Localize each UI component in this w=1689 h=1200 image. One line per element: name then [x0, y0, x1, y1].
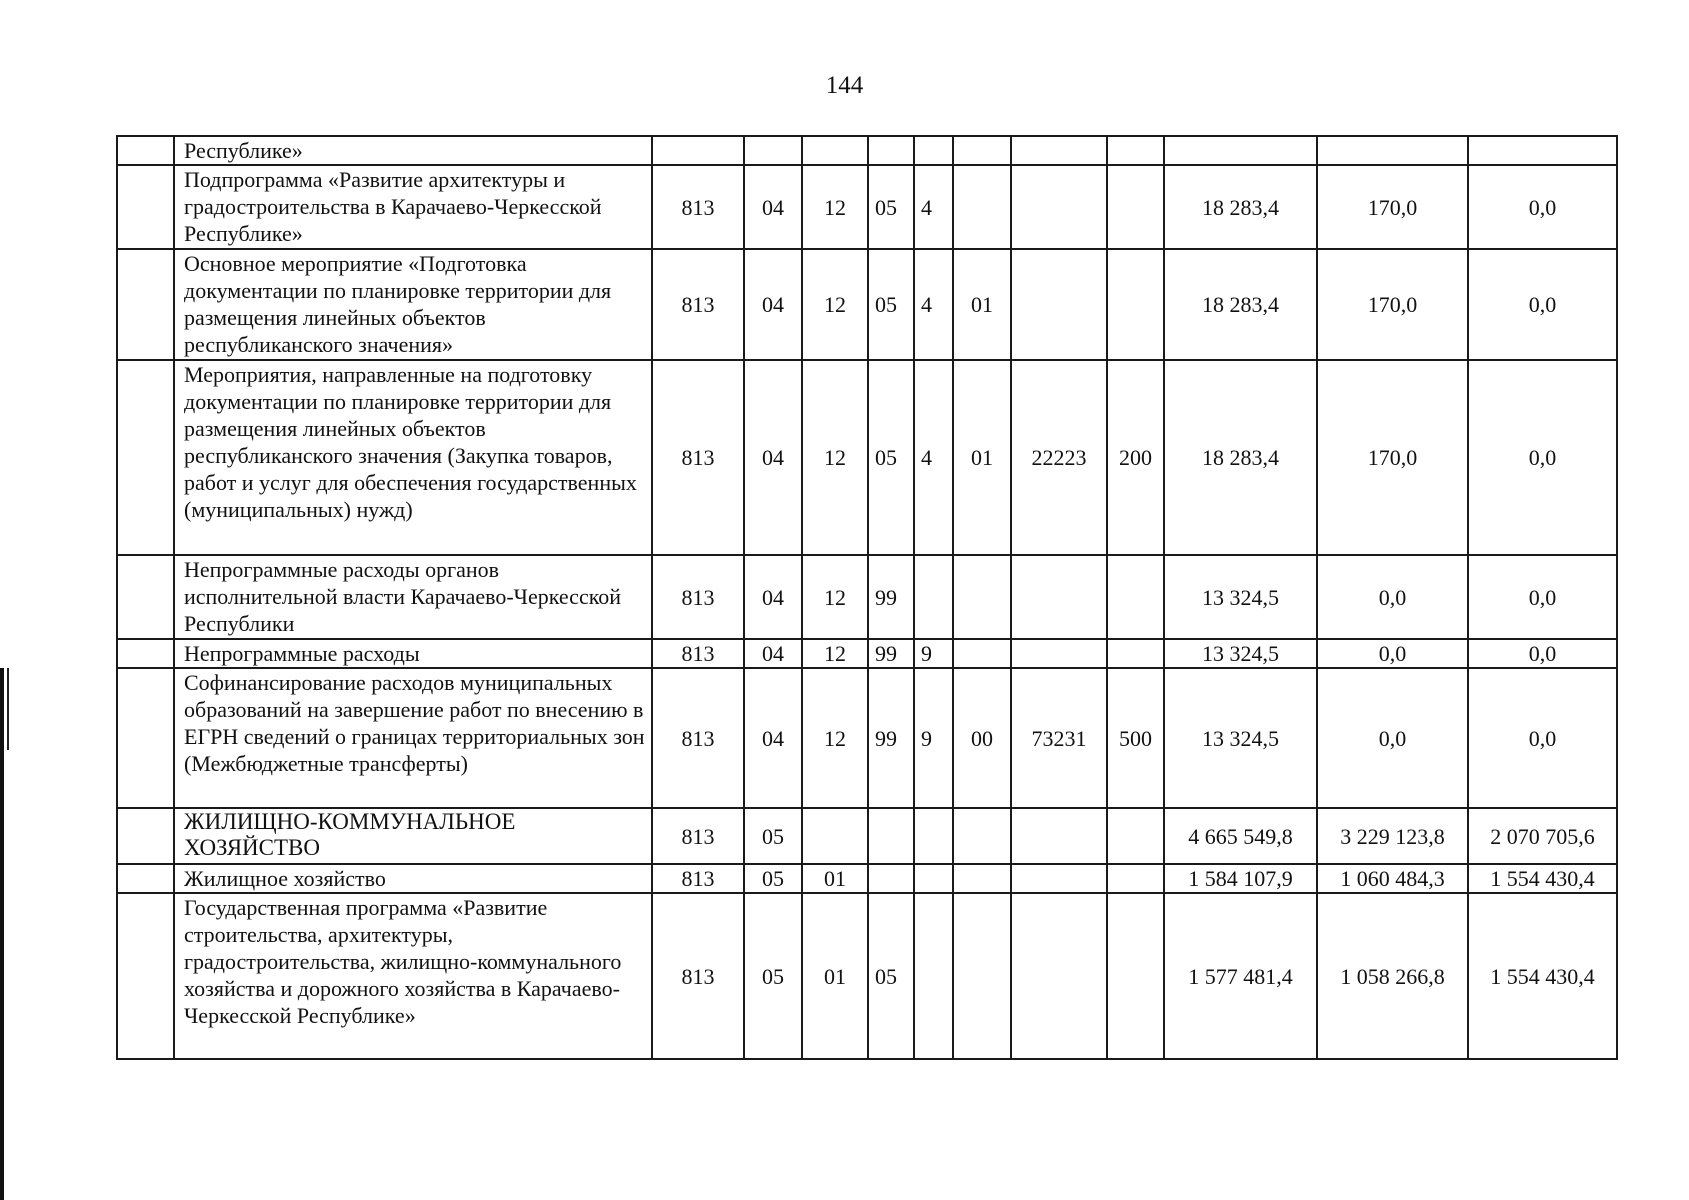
- row-number-cell: [117, 808, 174, 864]
- table-row: [117, 639, 1617, 668]
- activity-code-cell: 01: [953, 360, 1011, 555]
- subprogram-code-cell: 9: [914, 639, 953, 668]
- row-number-cell: [117, 639, 174, 668]
- direction-code-cell: [1011, 639, 1107, 668]
- row-number-cell: [117, 136, 174, 165]
- expense-type-code-cell: [1107, 136, 1164, 165]
- section-code-cell: [744, 136, 802, 165]
- amount-year-1-cell: [1164, 136, 1317, 165]
- amount-year-1-cell: 13 324,5: [1164, 639, 1317, 668]
- amount-year-3-cell: 0,0: [1468, 639, 1617, 668]
- amount-year-1-cell: 18 283,4: [1164, 360, 1317, 555]
- activity-code-cell: 01: [953, 249, 1011, 360]
- direction-code-cell: [1011, 555, 1107, 639]
- item-name-cell: Основное мероприятие «Подготовка документации по планировке территории для размещения линейных объектов республиканского значения»: [174, 249, 652, 360]
- section-code-cell: 05: [744, 864, 802, 893]
- amount-year-2-cell: 0,0: [1317, 639, 1468, 668]
- row-number-cell: [117, 893, 174, 1059]
- table-body: [117, 136, 1617, 1059]
- subsection-code-cell: 01: [802, 864, 868, 893]
- amount-year-2-cell: 170,0: [1317, 360, 1468, 555]
- admin-code-cell: 813: [652, 864, 744, 893]
- row-number-cell: [117, 668, 174, 808]
- program-code-cell: 05: [868, 249, 914, 360]
- activity-code-cell: [953, 136, 1011, 165]
- activity-code-cell: [953, 864, 1011, 893]
- direction-code-cell: [1011, 864, 1107, 893]
- page-number: 144: [825, 72, 864, 99]
- subsection-code-cell: [802, 136, 868, 165]
- program-code-cell: [868, 136, 914, 165]
- section-code-cell: 04: [744, 555, 802, 639]
- subprogram-code-cell: [914, 893, 953, 1059]
- amount-year-3-cell: [1468, 136, 1617, 165]
- expense-type-code-cell: [1107, 893, 1164, 1059]
- program-code-cell: 05: [868, 165, 914, 249]
- direction-code-cell: 73231: [1011, 668, 1107, 808]
- subprogram-code-cell: [914, 136, 953, 165]
- row-number-cell: [117, 360, 174, 555]
- admin-code-cell: 813: [652, 893, 744, 1059]
- amount-year-3-cell: 0,0: [1468, 360, 1617, 555]
- subprogram-code-cell: 4: [914, 360, 953, 555]
- section-code-cell: 04: [744, 668, 802, 808]
- activity-code-cell: [953, 808, 1011, 864]
- table-row: [117, 165, 1617, 249]
- subprogram-code-cell: [914, 555, 953, 639]
- item-name-cell: Жилищное хозяйство: [174, 864, 652, 893]
- subprogram-code-cell: [914, 808, 953, 864]
- item-name-cell: Государственная программа «Развитие строительства, архитектуры, градостроительства, жилищно-коммунального хозяйства и дорожного хозяйства в Карачаево-Черкесской Республике»: [174, 893, 652, 1059]
- subsection-code-cell: 12: [802, 249, 868, 360]
- program-code-cell: 05: [868, 360, 914, 555]
- expense-type-code-cell: [1107, 249, 1164, 360]
- section-code-cell: 04: [744, 165, 802, 249]
- direction-code-cell: [1011, 893, 1107, 1059]
- admin-code-cell: [652, 136, 744, 165]
- item-name-cell: Непрограммные расходы органов исполнительной власти Карачаево-Черкесской Республики: [174, 555, 652, 639]
- amount-year-2-cell: 3 229 123,8: [1317, 808, 1468, 864]
- amount-year-2-cell: 0,0: [1317, 668, 1468, 808]
- table-row: [117, 808, 1617, 864]
- amount-year-3-cell: 0,0: [1468, 165, 1617, 249]
- expense-type-code-cell: [1107, 808, 1164, 864]
- table-row: [117, 136, 1617, 165]
- amount-year-1-cell: 1 584 107,9: [1164, 864, 1317, 893]
- admin-code-cell: 813: [652, 165, 744, 249]
- subsection-code-cell: [802, 808, 868, 864]
- direction-code-cell: 22223: [1011, 360, 1107, 555]
- activity-code-cell: [953, 893, 1011, 1059]
- expense-type-code-cell: [1107, 165, 1164, 249]
- subprogram-code-cell: 4: [914, 249, 953, 360]
- amount-year-3-cell: 2 070 705,6: [1468, 808, 1617, 864]
- amount-year-3-cell: 0,0: [1468, 555, 1617, 639]
- table-row: [117, 555, 1617, 639]
- admin-code-cell: 813: [652, 249, 744, 360]
- expense-type-code-cell: [1107, 864, 1164, 893]
- subprogram-code-cell: 9: [914, 668, 953, 808]
- subprogram-code-cell: [914, 864, 953, 893]
- row-number-cell: [117, 555, 174, 639]
- budget-table: [116, 135, 1618, 1060]
- table-row: [117, 864, 1617, 893]
- item-name-cell: Подпрограмма «Развитие архитектуры и градостроительства в Карачаево-Черкесской Республике»: [174, 165, 652, 249]
- amount-year-2-cell: 170,0: [1317, 165, 1468, 249]
- amount-year-3-cell: 1 554 430,4: [1468, 893, 1617, 1059]
- admin-code-cell: 813: [652, 360, 744, 555]
- subsection-code-cell: 12: [802, 360, 868, 555]
- section-code-cell: 04: [744, 249, 802, 360]
- table-row: [117, 249, 1617, 360]
- section-code-cell: 04: [744, 639, 802, 668]
- activity-code-cell: 00: [953, 668, 1011, 808]
- expense-type-code-cell: [1107, 639, 1164, 668]
- amount-year-1-cell: 4 665 549,8: [1164, 808, 1317, 864]
- item-name-cell: Софинансирование расходов муниципальных образований на завершение работ по внесению в ЕГРН сведений о границах территориальных зон (Межбюджетные трансферты): [174, 668, 652, 808]
- expense-type-code-cell: 500: [1107, 668, 1164, 808]
- amount-year-3-cell: 0,0: [1468, 668, 1617, 808]
- direction-code-cell: [1011, 165, 1107, 249]
- admin-code-cell: 813: [652, 808, 744, 864]
- amount-year-3-cell: 0,0: [1468, 249, 1617, 360]
- section-code-cell: 05: [744, 808, 802, 864]
- item-name-cell: Непрограммные расходы: [174, 639, 652, 668]
- amount-year-2-cell: 1 058 266,8: [1317, 893, 1468, 1059]
- table-row: [117, 668, 1617, 808]
- program-code-cell: 99: [868, 555, 914, 639]
- section-code-cell: 05: [744, 893, 802, 1059]
- item-name-cell: ЖИЛИЩНО-КОММУНАЛЬНОЕ ХОЗЯЙСТВО: [174, 808, 652, 864]
- expense-type-code-cell: 200: [1107, 360, 1164, 555]
- amount-year-2-cell: 1 060 484,3: [1317, 864, 1468, 893]
- subprogram-code-cell: 4: [914, 165, 953, 249]
- activity-code-cell: [953, 165, 1011, 249]
- binding-edge-tick: [7, 668, 9, 750]
- item-name-cell: Мероприятия, направленные на подготовку документации по планировке территории для размещения линейных объектов республиканского значения (Закупка товаров, работ и услуг для обеспечения государственных (муниципальных) нужд): [174, 360, 652, 555]
- amount-year-1-cell: 18 283,4: [1164, 249, 1317, 360]
- amount-year-1-cell: 13 324,5: [1164, 555, 1317, 639]
- amount-year-1-cell: 13 324,5: [1164, 668, 1317, 808]
- program-code-cell: 99: [868, 639, 914, 668]
- amount-year-2-cell: 0,0: [1317, 555, 1468, 639]
- direction-code-cell: [1011, 249, 1107, 360]
- subsection-code-cell: 12: [802, 639, 868, 668]
- amount-year-1-cell: 18 283,4: [1164, 165, 1317, 249]
- section-code-cell: 04: [744, 360, 802, 555]
- subsection-code-cell: 12: [802, 668, 868, 808]
- binding-edge-mark: [0, 668, 4, 1200]
- table-row: [117, 893, 1617, 1059]
- amount-year-2-cell: [1317, 136, 1468, 165]
- activity-code-cell: [953, 639, 1011, 668]
- subsection-code-cell: 12: [802, 165, 868, 249]
- table-row: [117, 360, 1617, 555]
- program-code-cell: 99: [868, 668, 914, 808]
- amount-year-2-cell: 170,0: [1317, 249, 1468, 360]
- program-code-cell: [868, 808, 914, 864]
- program-code-cell: 05: [868, 893, 914, 1059]
- row-number-cell: [117, 165, 174, 249]
- subsection-code-cell: 12: [802, 555, 868, 639]
- admin-code-cell: 813: [652, 668, 744, 808]
- admin-code-cell: 813: [652, 639, 744, 668]
- amount-year-1-cell: 1 577 481,4: [1164, 893, 1317, 1059]
- expense-type-code-cell: [1107, 555, 1164, 639]
- program-code-cell: [868, 864, 914, 893]
- row-number-cell: [117, 249, 174, 360]
- direction-code-cell: [1011, 136, 1107, 165]
- item-name-cell: Республике»: [174, 136, 652, 165]
- activity-code-cell: [953, 555, 1011, 639]
- amount-year-3-cell: 1 554 430,4: [1468, 864, 1617, 893]
- subsection-code-cell: 01: [802, 893, 868, 1059]
- admin-code-cell: 813: [652, 555, 744, 639]
- direction-code-cell: [1011, 808, 1107, 864]
- row-number-cell: [117, 864, 174, 893]
